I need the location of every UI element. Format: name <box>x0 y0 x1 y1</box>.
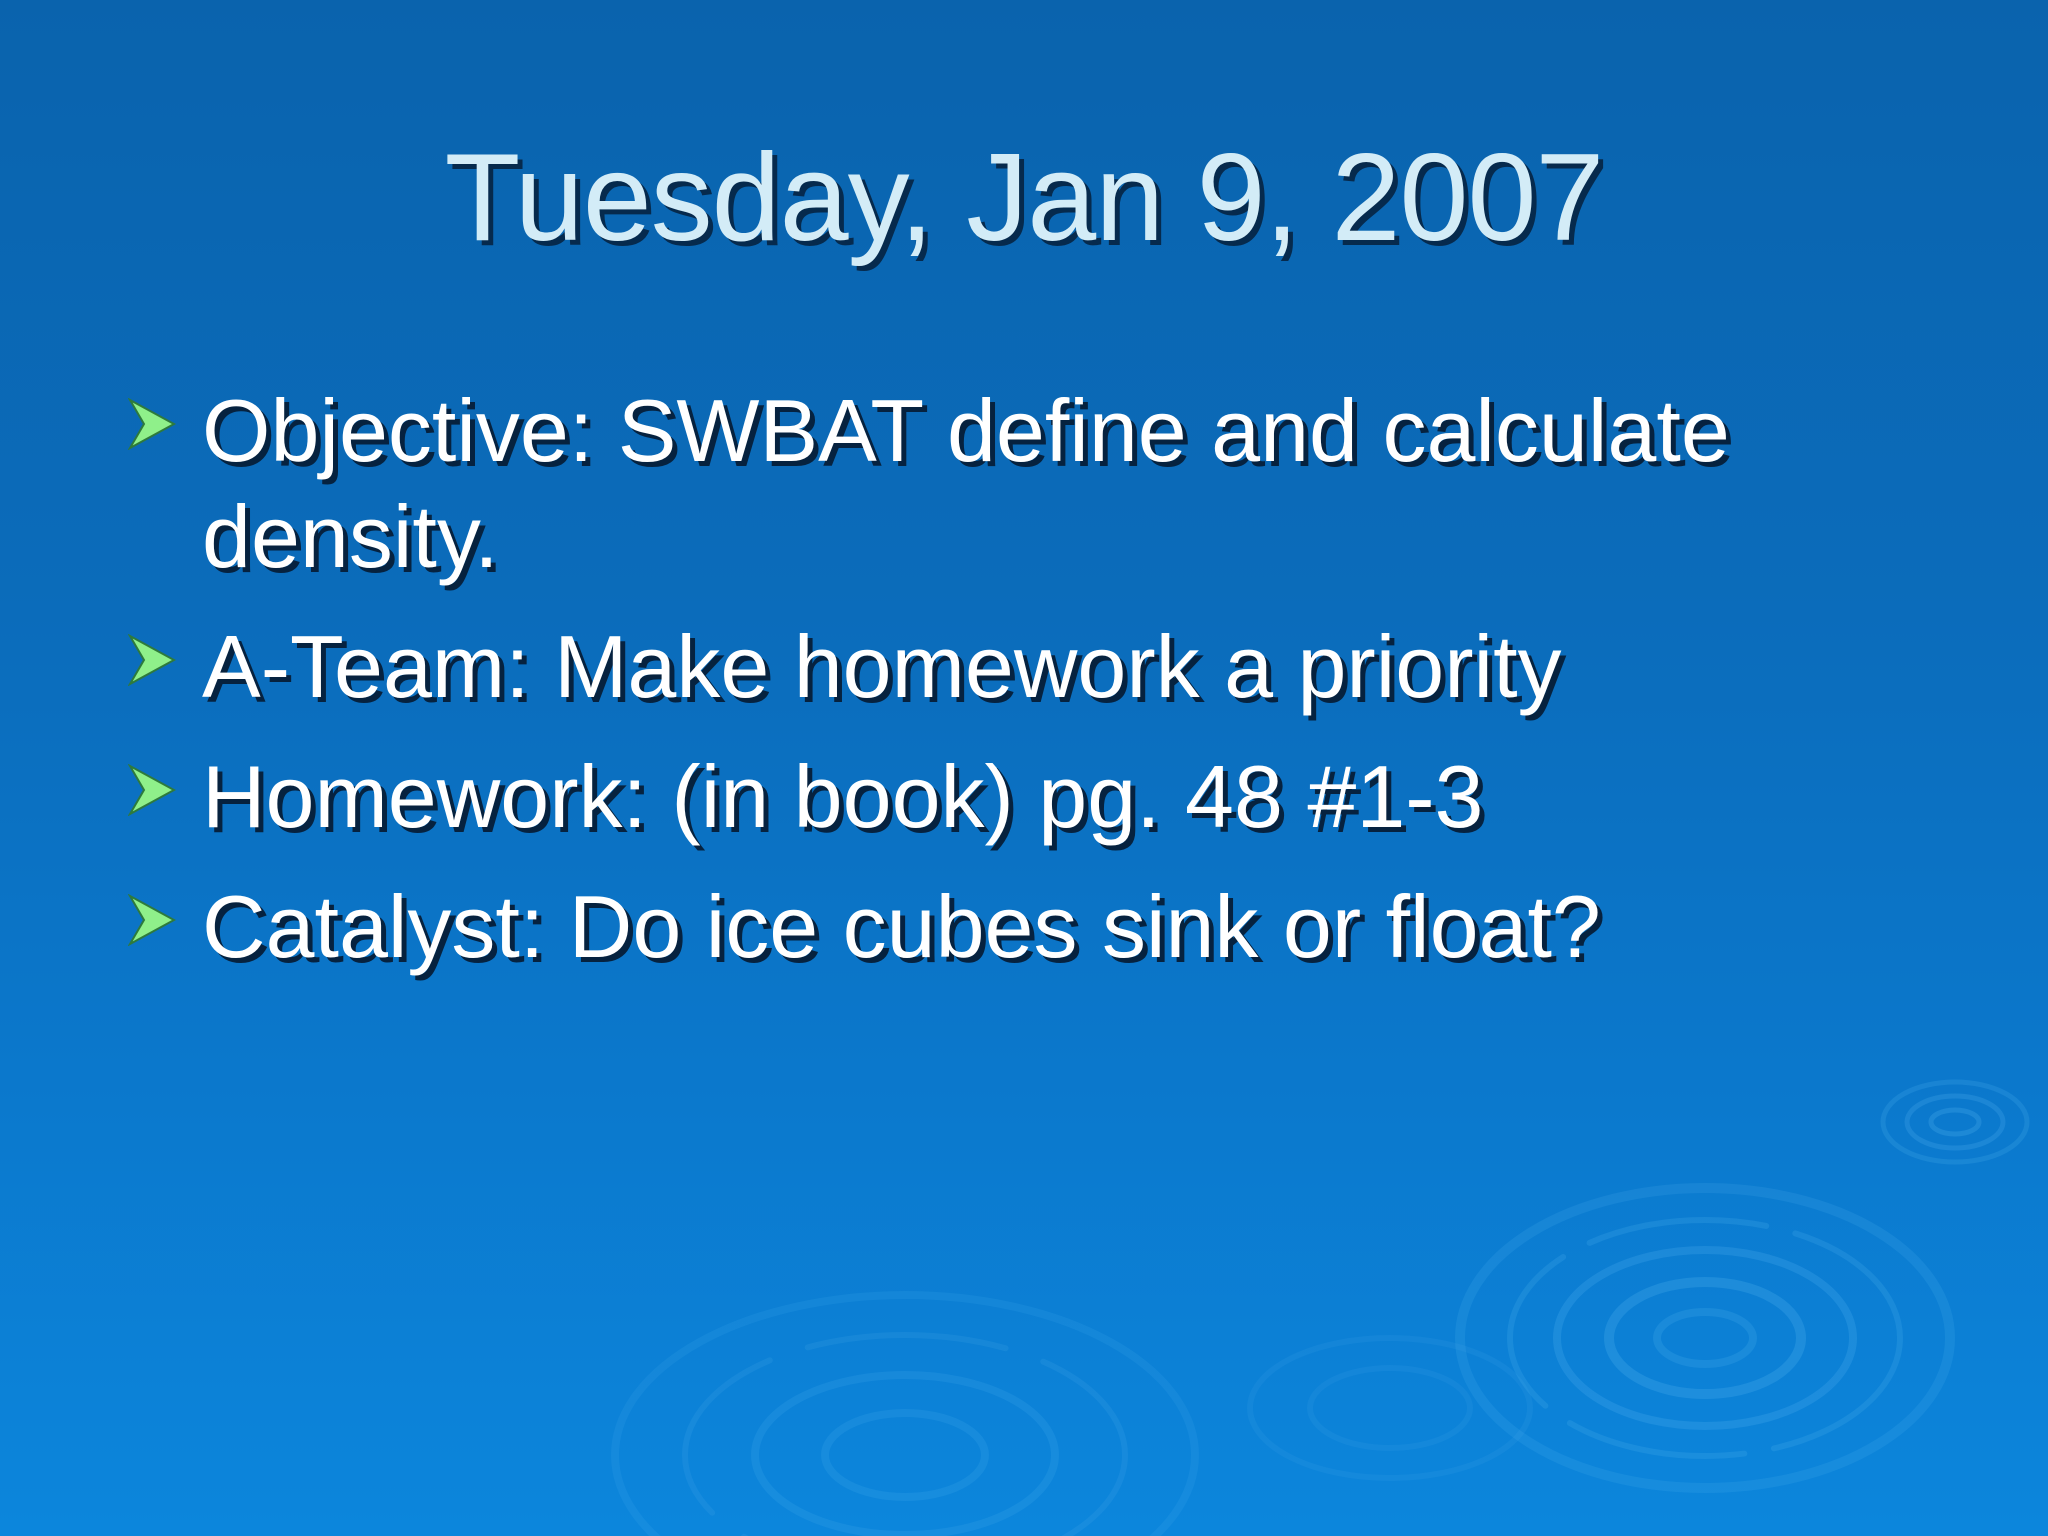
slide-title: Tuesday, Jan 9, 2007 <box>444 129 1604 267</box>
arrowhead-bullet-icon <box>128 634 176 686</box>
bullet-text: Objective: SWBAT define and calculate density. <box>202 381 1730 586</box>
bullet-list <box>128 378 1978 1004</box>
arrowhead-bullet-icon <box>128 894 176 946</box>
bullet-item-homework <box>128 744 1978 850</box>
bullet-text: Catalyst: Do ice cubes sink or float? <box>202 877 1601 976</box>
arrowhead-bullet-icon <box>128 764 176 816</box>
bullet-text: Homework: (in book) pg. 48 #1-3 <box>202 747 1484 846</box>
bullet-item-catalyst <box>128 874 1978 980</box>
bullet-item-objective <box>128 378 1978 590</box>
bullet-text: A-Team: Make homework a priority <box>202 617 1562 716</box>
arrowhead-bullet-icon <box>128 398 176 450</box>
bullet-item-a-team <box>128 614 1978 720</box>
